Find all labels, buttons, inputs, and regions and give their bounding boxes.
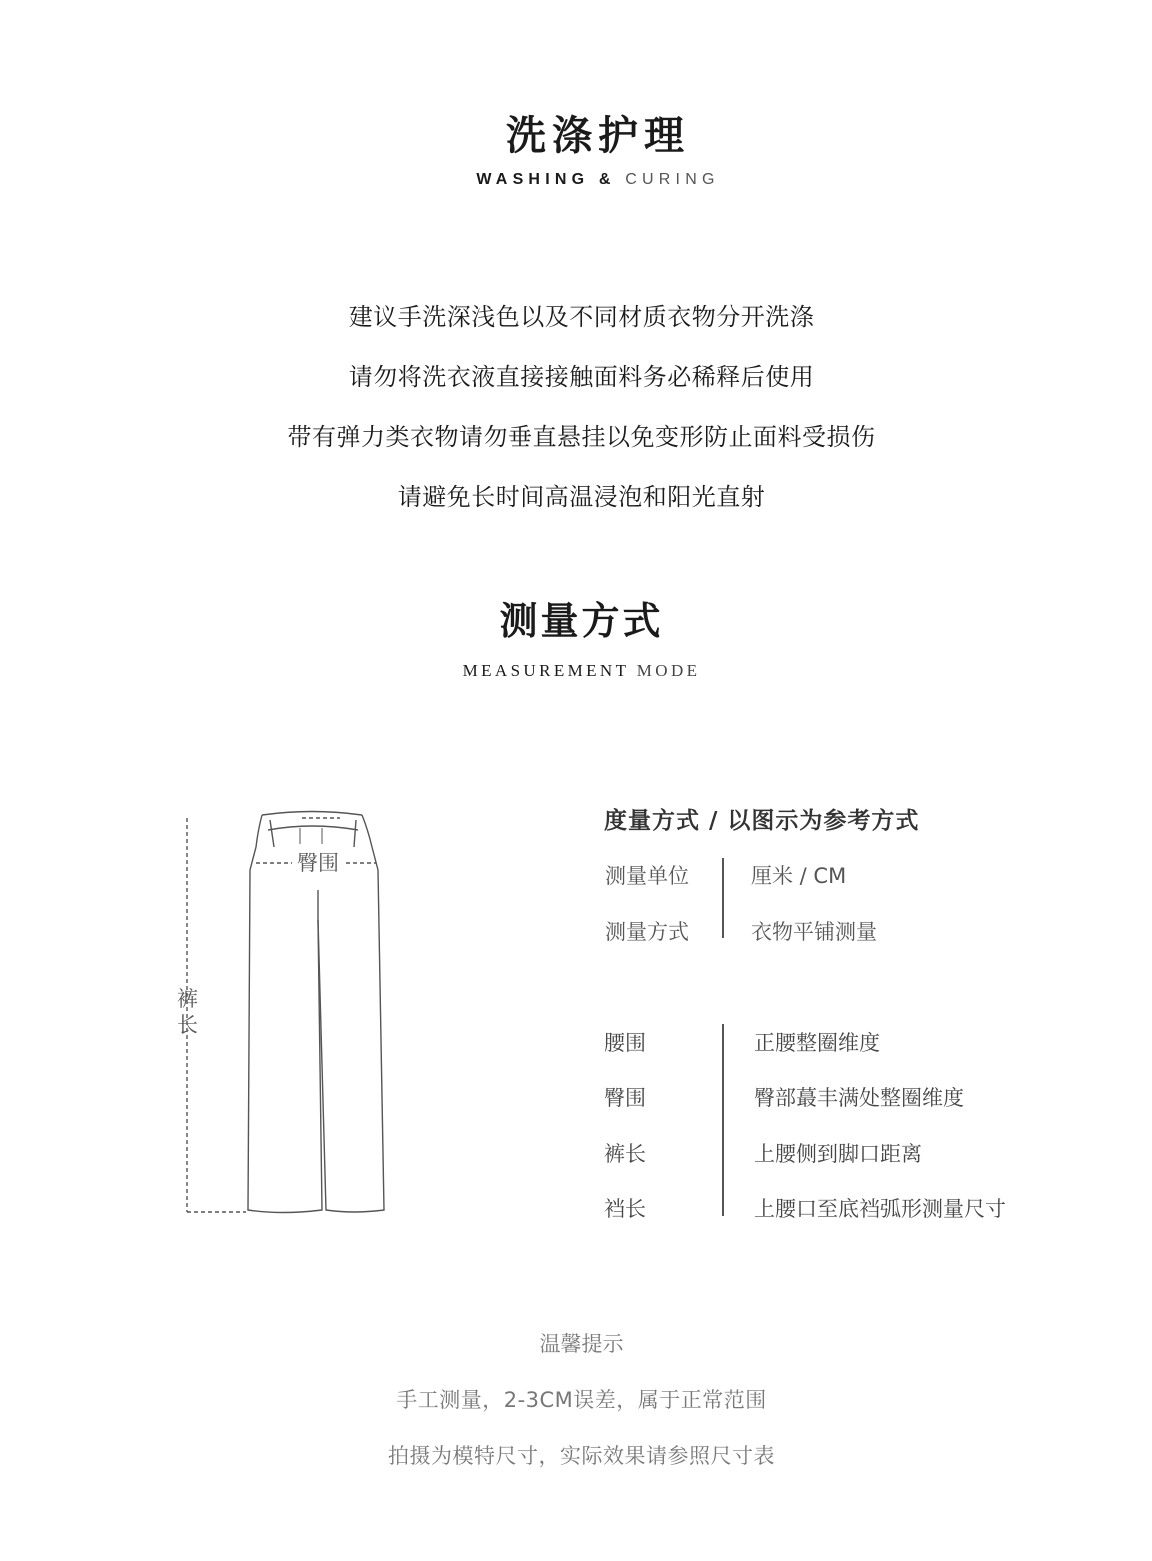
rise-def-value: 上腰口至底裆弧形测量尺寸 <box>754 1197 1006 1221</box>
pants-diagram <box>170 800 410 1225</box>
measurement-subtitle-main: MEASUREMENT <box>462 661 630 680</box>
hip-def-value: 臀部蕞丰满处整圈维度 <box>754 1086 964 1110</box>
definitions-divider <box>722 1024 724 1216</box>
washing-instruction-2: 请勿将洗衣液直接接触面料务必稀释后使用 <box>348 363 815 391</box>
pants-waistband <box>256 812 372 848</box>
length-def-value: 上腰侧到脚口距离 <box>754 1142 922 1166</box>
hip-def-label: 臀围 <box>604 1086 646 1110</box>
pants-outline <box>248 847 384 1213</box>
length-label-bottom: 长 <box>177 1013 198 1037</box>
method-label: 测量方式 <box>605 920 689 944</box>
tip-line-1: 手工测量，2-3CM误差，属于正常范围 <box>396 1388 767 1412</box>
hip-label: 臀围 <box>297 851 339 875</box>
rise-def-label: 裆长 <box>604 1197 646 1221</box>
length-def-label: 裤长 <box>604 1142 646 1166</box>
unit-label: 测量单位 <box>605 864 689 888</box>
washing-subtitle <box>0 171 1152 189</box>
waist-value: 正腰整圈维度 <box>754 1031 880 1055</box>
washing-subtitle-light: CURING <box>625 171 720 188</box>
method-heading: 度量方式 / 以图示为参考方式 <box>604 808 920 834</box>
washing-title: 洗涤护理 <box>506 113 690 159</box>
info-divider <box>722 858 724 938</box>
unit-value: 厘米 / CM <box>751 864 847 888</box>
measurement-subtitle <box>0 661 1152 681</box>
washing-instruction-1: 建议手洗深浅色以及不同材质衣物分开洗涤 <box>348 303 815 331</box>
tips-title: 温馨提示 <box>539 1332 624 1356</box>
method-value: 衣物平铺测量 <box>751 920 877 944</box>
waist-label: 腰围 <box>604 1031 646 1055</box>
length-label-top: 裤 <box>177 987 198 1011</box>
measurement-subtitle-light: MODE <box>636 661 701 680</box>
washing-instruction-3: 带有弹力类衣物请勿垂直悬挂以免变形防止面料受损伤 <box>287 423 876 451</box>
washing-instruction-4: 请避免长时间高温浸泡和阳光直射 <box>397 483 766 511</box>
measurement-title: 测量方式 <box>499 599 664 643</box>
washing-subtitle-main: WASHING & <box>476 171 616 188</box>
tip-line-2: 拍摄为模特尺寸，实际效果请参照尺寸表 <box>388 1444 775 1468</box>
